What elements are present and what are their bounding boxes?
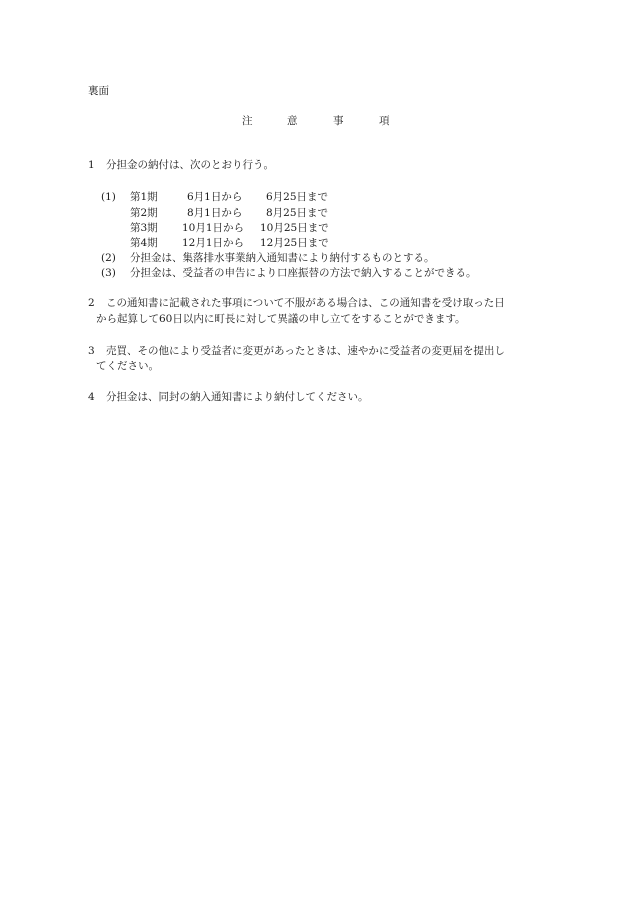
title-char-3: 事 [333, 115, 344, 127]
item-3-number: 3 [88, 345, 95, 357]
period-name: 第3期 [130, 222, 158, 234]
sub-2-number: (2) [101, 252, 116, 264]
period-end: 8月25日まで [266, 207, 329, 219]
period-start: 8月1日から [187, 207, 243, 219]
item-2-line-2: から起算して60日以内に町長に対して異議の申し立てをすることができます。 [96, 313, 466, 325]
title-char-2: 意 [287, 115, 298, 127]
sub-2-text: 分担金は、集落排水事業納入通知書により納付するものとする。 [130, 252, 435, 264]
period-end: 12月25日まで [260, 237, 329, 249]
sub-3-number: (3) [101, 267, 116, 279]
period-start: 10月1日から [182, 222, 245, 234]
side-label: 裏面 [88, 85, 109, 97]
period-name: 第1期 [130, 191, 158, 203]
title-char-4: 項 [379, 115, 390, 127]
item-2-line-1: この通知書に記載された事項について不服がある場合は、この通知書を受け取った日 [106, 297, 505, 309]
item-4-number: 4 [88, 391, 95, 403]
item-3-line-1: 売買、その他により受益者に変更があったときは、速やかに受益者の変更届を提出し [106, 345, 505, 357]
item-1-text: 分担金の納付は、次のとおり行う。 [106, 159, 274, 171]
period-start: 6月1日から [187, 191, 243, 203]
sub-3-text: 分担金は、受益者の申告により口座振替の方法で納入することができる。 [130, 267, 477, 279]
sub-1-number: (1) [101, 191, 116, 203]
period-name: 第2期 [130, 207, 158, 219]
page-title [240, 116, 400, 128]
item-1-number: 1 [88, 159, 95, 171]
title-char-1: 注 [242, 115, 253, 127]
period-end: 6月25日まで [266, 191, 329, 203]
item-4-text: 分担金は、同封の納入通知書により納付してください。 [106, 391, 369, 403]
period-name: 第4期 [130, 237, 158, 249]
item-2-number: 2 [88, 297, 95, 309]
item-3-line-2: てください。 [96, 360, 159, 372]
period-start: 12月1日から [182, 237, 245, 249]
period-end: 10月25日まで [260, 222, 329, 234]
